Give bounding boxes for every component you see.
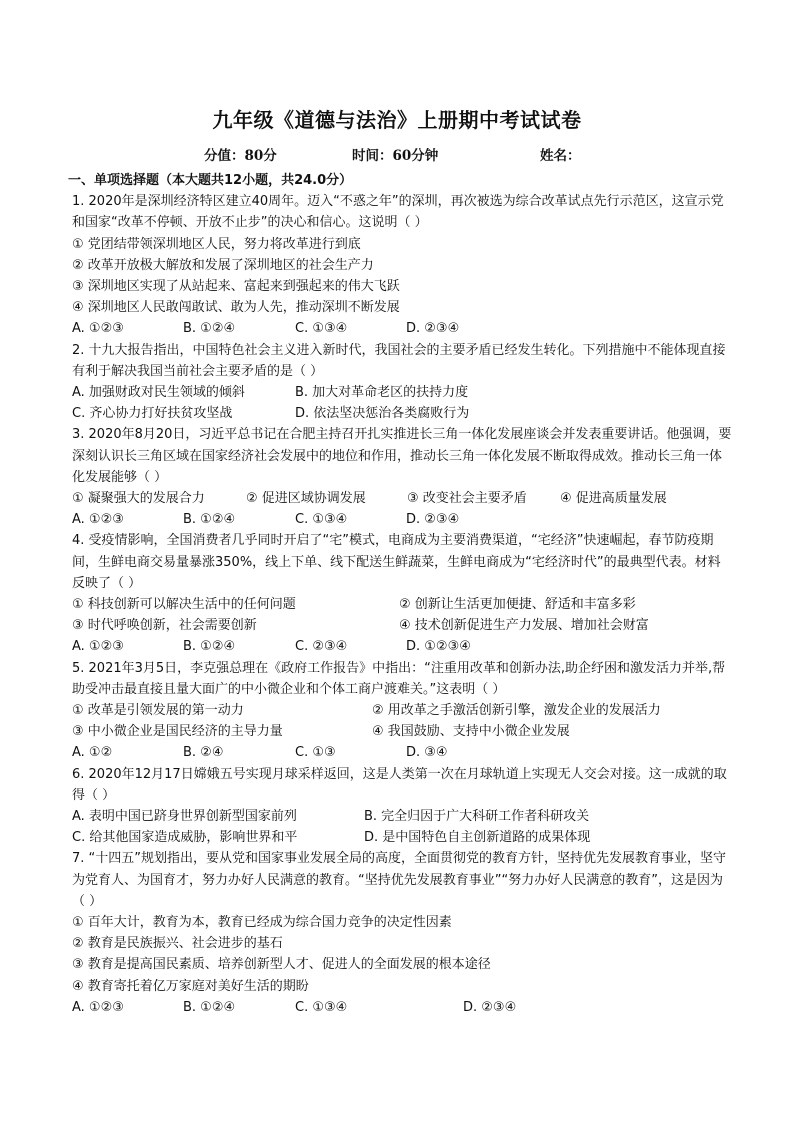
q2-option-d: D. 依法坚决惩治各类腐败行为 (295, 406, 470, 422)
q1-statement-2: ② 改革开放极大解放和发展了深圳地区的社会生产力 (72, 257, 374, 273)
q3-option-c: C. ①③④ (295, 512, 348, 528)
q4-option-d: D. ①②③④ (406, 639, 471, 655)
name-label: 姓名： (540, 148, 581, 164)
q3-options (72, 509, 732, 530)
q3-option-b: B. ①②④ (183, 512, 236, 528)
q1-option-b: B. ①②④ (183, 321, 236, 337)
q5-statement-4: ④ 我国鼓励、支持中小微企业发展 (372, 724, 570, 740)
q5-statement-3: ③ 中小微企业是国民经济的主导力量 (72, 724, 283, 740)
q3-statement-4: ④ 促进高质量发展 (560, 491, 667, 506)
q7-option-b: B. ①②④ (183, 999, 236, 1015)
q1-statement-1: ① 党团结带领深圳地区人民，努力将改革进行到底 (72, 236, 361, 252)
q3-option-a: A. ①②③ (72, 512, 124, 528)
q6-option-d: D. 是中国特色自主创新道路的成果体现 (364, 830, 591, 846)
q5-option-a: A. ①② (72, 745, 113, 761)
q5-statement-2: ② 用改革之手激活创新引擎，激发企业的发展活力 (372, 702, 661, 718)
q6-options-row-2 (72, 827, 732, 848)
q6-option-c: C. 给其他国家造成威胁，影响世界和平 (72, 830, 298, 846)
q5-option-d: D. ③④ (406, 745, 448, 761)
question-6-stem: 6. 2020年12月17日嫦娥五号实现月球采样返回，这是人类第一次在月球轨道上实现无人交会对接。这一成就的取得（ ） (72, 766, 727, 803)
q4-statements-row-1 (72, 594, 732, 615)
q7-option-d: D. ②③④ (463, 999, 517, 1015)
q7-option-a: A. ①②③ (72, 999, 124, 1015)
q4-option-a: A. ①②③ (72, 639, 124, 655)
q1-option-c: C. ①③④ (295, 321, 348, 337)
q1-statement-3: ③ 深圳地区实现了从站起来、富起来到强起来的伟大飞跃 (72, 279, 400, 295)
q7-option-c: C. ①③④ (295, 999, 348, 1015)
q7-statement-3: ③ 教育是提高国民素质、培养创新型人才、促进人的全面发展的根本途径 (72, 957, 491, 973)
q3-statement-1: ① 凝聚强大的发展合力 (72, 491, 205, 506)
q2-options-row-2 (72, 403, 732, 424)
q5-option-b: B. ②④ (183, 745, 224, 761)
question-4-stem: 4. 受疫情影响，全国消费者几乎同时开启了“宅”模式，电商成为主要消费渠道，“宅经济”快速崛起，春节防疫期间，生鲜电商交易量暴涨350%，线上下单、线下配送生鲜蔬菜，生鲜电商成为“宅经济时代”的最典型代表。材料反映了（ ） (72, 533, 721, 591)
time-label: 时间：60分钟 (352, 148, 439, 164)
q1-option-d: D. ②③④ (406, 321, 460, 337)
q7-statement-2: ② 教育是民族振兴、社会进步的基石 (72, 936, 283, 952)
exam-title: 九年级《道德与法治》上册期中考试试卷 (212, 108, 582, 132)
q4-statements-row-2 (72, 615, 732, 636)
q4-statement-4: ④ 技术创新促进生产力发展、增加社会财富 (399, 618, 649, 634)
q7-statement-4: ④ 教育寄托着亿万家庭对美好生活的期盼 (72, 978, 309, 994)
q3-option-d: D. ②③④ (406, 512, 460, 528)
q7-statement-1: ① 百年大计，教育为本，教育已经成为综合国力竞争的决定性因素 (72, 914, 452, 930)
q6-options-row-1 (72, 806, 732, 827)
q4-option-b: B. ①②④ (183, 639, 236, 655)
q5-option-c: C. ①③ (295, 745, 336, 761)
score-label: 分值：80分 (204, 148, 277, 164)
q1-statement-4: ④ 深圳地区人民敢闯敢试、敢为人先，推动深圳不断发展 (72, 300, 400, 316)
question-5-stem: 5. 2021年3月5日，李克强总理在《政府工作报告》中指出：“注重用改革和创新办法,助企纾困和激发活力并举,帮助受冲击最直接且量大面广的中小微企业和个体工商户渡难关。”这表明（ ） (72, 660, 726, 697)
question-7-stem: 7. “十四五”规划指出，要从党和国家事业发展全局的高度，全面贯彻党的教育方针，坚持优先发展教育事业，坚守为党育人、为国育才，努力办好人民满意的教育。“坚持优先发展教育事业”“努力办好人民满意的教育”，这是因为（ ） (72, 851, 727, 909)
question-3-stem: 3. 2020年8月20日，习近平总书记在合肥主持召开扎实推进长三角一体化发展座谈会并发表重要讲话。他强调，要深刻认识长三角区域在国家经济社会发展中的地位和作用，推动长三角一体化发展不断取得成效。推动长三角一体化发展能够（ ） (72, 427, 732, 485)
q2-option-c: C. 齐心协力打好扶贫攻坚战 (72, 406, 233, 422)
q6-option-a: A. 表明中国已跻身世界创新型国家前列 (72, 808, 297, 824)
q5-options (72, 742, 732, 763)
q2-option-b: B. 加大对革命老区的扶持力度 (295, 385, 469, 401)
q6-option-b: B. 完全归因于广大科研工作者科研攻关 (364, 808, 590, 824)
q4-options (72, 636, 732, 657)
section-heading: 一、单项选择题（本大题共12小题，共24.0分） (68, 173, 353, 188)
q4-statement-1: ① 科技创新可以解决生活中的任何问题 (72, 596, 296, 612)
question-2-stem: 2. 十九大报告指出，中国特色社会主义进入新时代，我国社会的主要矛盾已经发生转化。下列措施中不能体现直接有利于解决我国当前社会主要矛盾的是（ ） (72, 342, 726, 379)
q3-statement-2: ② 促进区域协调发展 (246, 491, 366, 506)
q1-option-a: A. ①②③ (72, 321, 124, 337)
q4-statement-3: ③ 时代呼唤创新，社会需要创新 (72, 618, 257, 634)
q4-option-c: C. ②③④ (295, 639, 348, 655)
q5-statements-row-1 (72, 700, 732, 721)
q3-statement-3: ③ 改变社会主要矛盾 (407, 491, 527, 506)
q2-option-a: A. 加强财政对民生领域的倾斜 (72, 385, 245, 401)
q3-statements (72, 488, 732, 509)
q5-statement-1: ① 改革是引领发展的第一动力 (72, 702, 244, 718)
q7-options (72, 997, 732, 1018)
q1-options (72, 318, 732, 339)
exam-meta (0, 144, 794, 164)
q5-statements-row-2 (72, 721, 732, 742)
q4-statement-2: ② 创新让生活更加便捷、舒适和丰富多彩 (399, 596, 636, 612)
question-1-stem: 1. 2020年是深圳经济特区建立40周年。迈入“不惑之年”的深圳，再次被选为综合改革试点先行示范区，这宣示党和国家“改革不停顿、开放不止步”的决心和信心。这说明（ ） (72, 194, 724, 231)
q2-options-row-1 (72, 382, 732, 403)
exam-content (68, 170, 732, 1018)
